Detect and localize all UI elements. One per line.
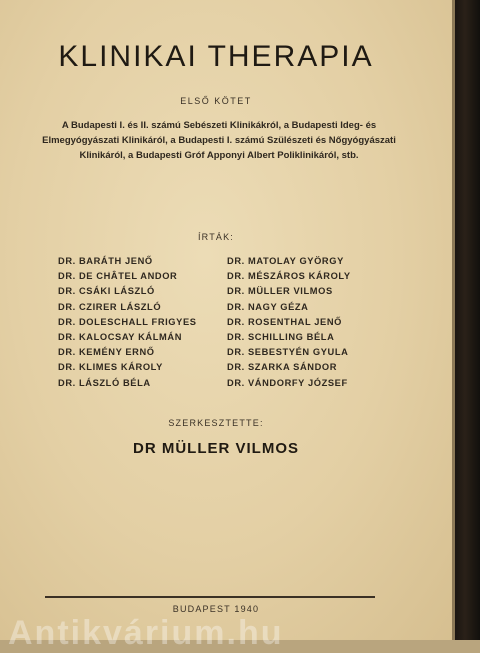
author-name: DR. CSÁKI LÁSZLÓ bbox=[58, 286, 155, 297]
author-name: DR. LÁSZLÓ BÉLA bbox=[58, 377, 151, 388]
author-name: DR. VÁNDORFY JÓZSEF bbox=[227, 377, 348, 388]
author-name: DR. KLIMES KÁROLY bbox=[58, 362, 163, 373]
author-name: DR. MATOLAY GYÖRGY bbox=[227, 256, 344, 266]
book-spine bbox=[455, 0, 480, 640]
editor-name: DR MÜLLER VILMOS bbox=[133, 440, 299, 457]
author-name: DR. BARÁTH JENŐ bbox=[58, 256, 153, 266]
authors-list-left bbox=[58, 254, 197, 391]
volume-label: ELSŐ KÖTET bbox=[180, 96, 252, 106]
author-name: DR. SCHILLING BÉLA bbox=[227, 331, 335, 342]
author-name: DR. MÉSZÁROS KÁROLY bbox=[227, 271, 351, 282]
watermark: Antikvárium.hu bbox=[8, 614, 284, 652]
imprint-place-year: BUDAPEST 1940 bbox=[172, 604, 260, 614]
institutions-description: A Budapesti I. és II. számú Sebészeti Klinikákról, a Budapesti Ideg- és Elmegyógyászati Klinikáról, a Budapesti I. számú Szülészeti és Nőgyógyászati Klinikáról, a Budapesti Gróf Apponyi Albert Poliklinikáról, stb. bbox=[42, 120, 396, 161]
authors-heading: ÍRTÁK: bbox=[197, 232, 235, 242]
editor-heading: SZERKESZTETTE: bbox=[168, 418, 264, 428]
divider-rule bbox=[45, 596, 375, 598]
author-name: DR. CZIRER LÁSZLÓ bbox=[58, 301, 162, 312]
author-name: DR. DOLESCHALL FRIGYES bbox=[58, 316, 197, 327]
author-name: DR. SZARKA SÁNDOR bbox=[227, 362, 338, 373]
author-name: DR. ROSENTHAL JENŐ bbox=[227, 316, 342, 327]
author-name: DR. KEMÉNY ERNŐ bbox=[58, 347, 155, 358]
author-name: DR. DE CHÂTEL ANDOR bbox=[58, 271, 178, 282]
author-name: DR. KALOCSAY KÁLMÁN bbox=[58, 331, 183, 342]
author-name: DR. NAGY GÉZA bbox=[227, 301, 309, 312]
author-name: DR. SEBESTYÉN GYULA bbox=[227, 347, 349, 358]
authors-list-right bbox=[227, 254, 351, 391]
author-name: DR. MÜLLER VILMOS bbox=[227, 286, 333, 297]
book-title: KLINIKAI THERAPIA bbox=[58, 40, 374, 73]
